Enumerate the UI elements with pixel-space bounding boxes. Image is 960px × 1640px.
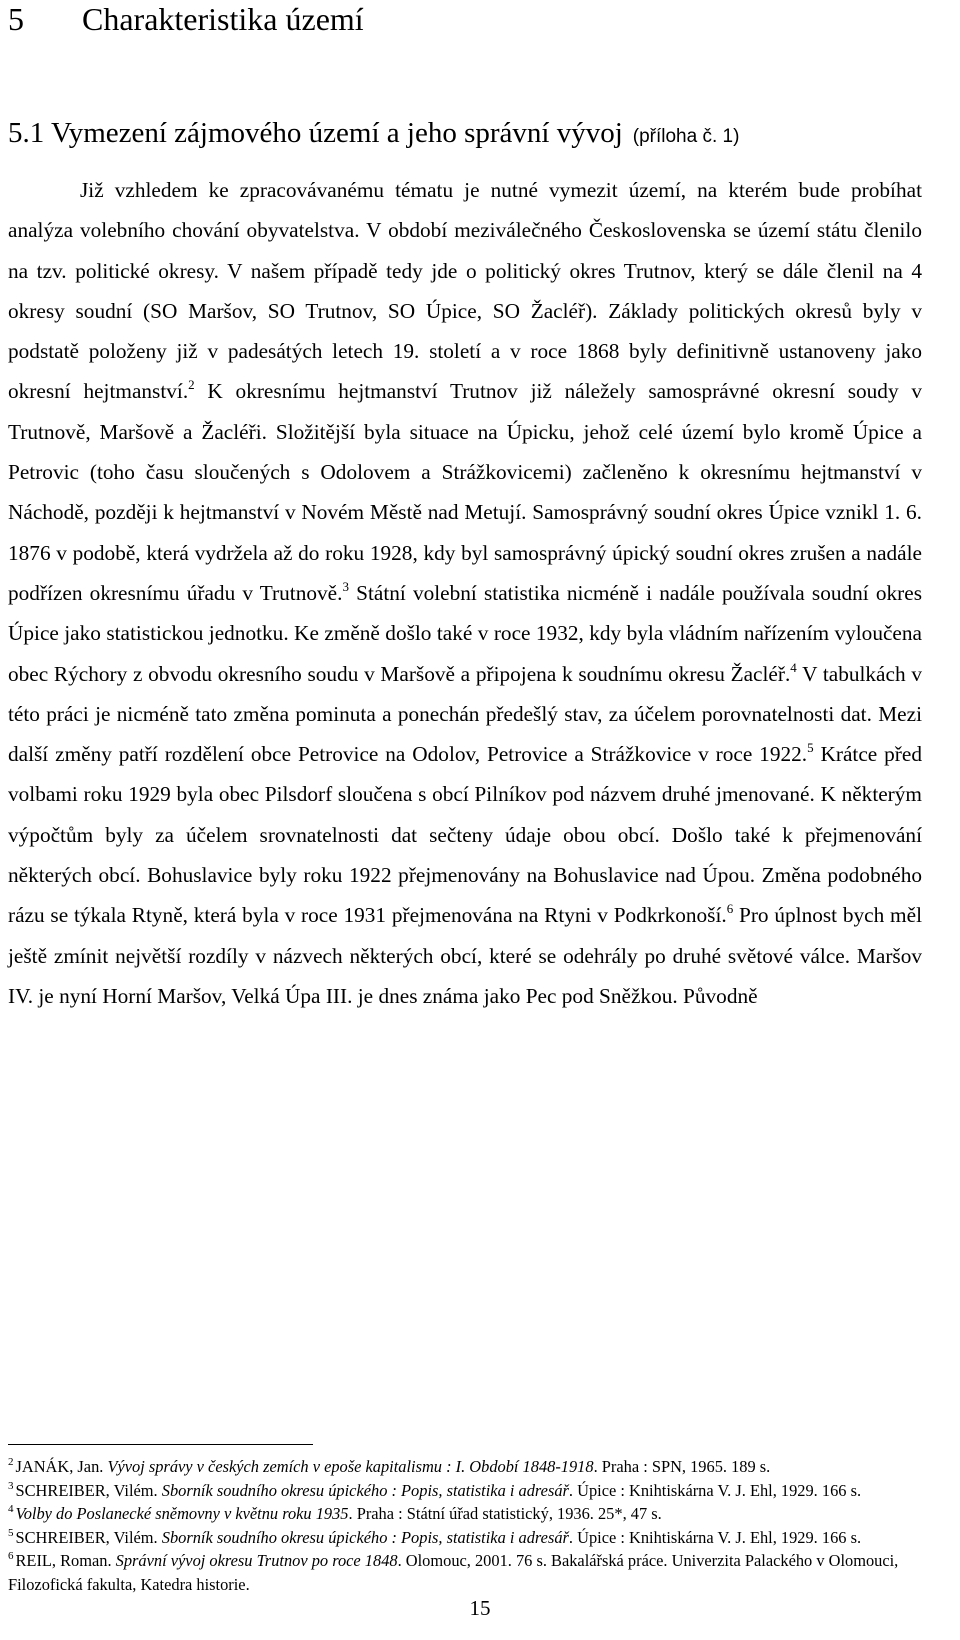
- chapter-title: Charakteristika území: [82, 1, 364, 37]
- footnote-6: [8, 1549, 922, 1596]
- footnote-title: Vývoj správy v českých zemích v epoše kapitalismu : I. Období 1848-1918: [107, 1457, 594, 1476]
- footnote-title: Volby do Poslanecké sněmovny v květnu roku 1935: [15, 1504, 349, 1523]
- footnote-separator: [8, 1444, 313, 1445]
- footnote-publication: . Praha : SPN, 1965. 189 s.: [593, 1457, 771, 1476]
- body-segment-6: Pro úplnost bych měl ještě zmínit největší rozdíly v názvech některých obcí, které se odehrály po druhé světové válce. Maršov IV. je nyní Horní Maršov, Velká Úpa III. je dnes známa jako Pec pod Sněžkou. Původně: [8, 903, 922, 1008]
- footnote-5: [8, 1526, 922, 1550]
- body-segment-2: K okresnímu hejtmanství Trutnov již náležely samosprávné okresní soudy v Trutnově, Maršově a Žacléři. Složitější byla situace na Úpicku, jehož celé území bylo kromě Úpice a Petrovic (toho času sloučených s Odolovem a Strážkovicemi) začleněno k okresnímu hejtmanství v Náchodě, později k hejtmanství v Novém Městě nad Metují. Samosprávný soudní okres Úpice vznikl 1. 6. 1876 v podobě, která vydržela až do roku 1928, kdy byl samosprávný úpický soudní okres zrušen a nadále podřízen okresnímu úřadu v Trutnově.: [8, 379, 922, 605]
- footnote-title: Správní vývoj okresu Trutnov po roce 1848: [115, 1551, 398, 1570]
- footnote-number: 6: [8, 1550, 14, 1562]
- footnote-author: SCHREIBER, Vilém.: [15, 1527, 162, 1547]
- footnote-number: 2: [8, 1456, 14, 1468]
- footnote-3: [8, 1479, 922, 1503]
- footnote-4: [8, 1502, 922, 1526]
- footnote-2: [8, 1455, 922, 1479]
- footnote-author: JANÁK, Jan.: [15, 1457, 108, 1476]
- footnote-marker-6[interactable]: 6: [726, 901, 734, 917]
- footnote-author: SCHREIBER, Vilém.: [15, 1480, 162, 1500]
- footnote-publication: . Úpice : Knihtiskárna V. J. Ehl, 1929. 166 s.: [568, 1480, 862, 1500]
- section-title: 5.1 Vymezení zájmového území a jeho správní vývoj: [8, 117, 623, 149]
- body-text: [8, 170, 922, 1016]
- footnote-number: 5: [8, 1526, 14, 1539]
- page-number: 15: [469, 1596, 491, 1620]
- body-segment-5: Krátce před volbami roku 1929 byla obec Pilsdorf sloučena s obcí Pilníkov pod názvem druhé jmenované. K některým výpočtům byly za účelem srovnatelnosti dat sečteny údaje obou obcí. Došlo také k přejmenování některých obcí. Bohuslavice byly roku 1922 přejmenovány na Bohuslavice nad Úpou. Změna podobného rázu se týkala Rtyně, která byla v roce 1931 přejmenována na Rtyni v Podkrkonoší.: [8, 742, 922, 928]
- footnote-marker-2[interactable]: 2: [188, 377, 195, 393]
- footnote-number: 3: [8, 1479, 14, 1492]
- footnote-publication: . Úpice : Knihtiskárna V. J. Ehl, 1929. 166 s.: [568, 1527, 862, 1547]
- section-heading: [8, 118, 739, 150]
- footnote-author: REIL, Roman.: [15, 1551, 116, 1570]
- body-segment-4: V tabulkách v této práci je nicméně tato změna pominuta a ponechán předešlý stav, za účelem porovnatelnosti dat. Mezi další změny patří rozdělení obce Petrovice na Odolov, Petrovice a Strážkovice v roce 1922.: [8, 661, 922, 767]
- footnote-marker-5[interactable]: 5: [807, 740, 814, 756]
- footnote-title: Sborník soudního okresu úpického : Popis, statistika i adresář: [161, 1480, 569, 1500]
- footnote-publication: . Olomouc, 2001. 76 s. Bakalářská práce. Univerzita Palackého v Olomouci, Filozofická fakulta, Katedra historie.: [8, 1551, 899, 1594]
- footnote-title: Sborník soudního okresu úpického : Popis, statistika i adresář: [161, 1527, 569, 1547]
- footnote-marker-4[interactable]: 4: [790, 659, 797, 675]
- footnote-marker-3[interactable]: 3: [342, 578, 349, 594]
- body-segment-1: Již vzhledem ke zpracovávanému tématu je nutné vymezit území, na kterém bude probíhat analýza volebního chování obyvatelstva. V období meziválečného Československa se území státu členilo na tzv. politické okresy. V našem případě tedy jde o politický okres Trutnov, který se dále členil na 4 okresy soudní (SO Maršov, SO Trutnov, SO Úpice, SO Žacléř). Základy politických okresů byly v podstatě položeny již v padesátých letech 19. století a v roce 1868 byly definitivně ustanoveny jako okresní hejtmanství.: [8, 178, 922, 404]
- appendix-reference: (příloha č. 1): [632, 126, 740, 147]
- footnotes: [8, 1455, 922, 1596]
- chapter-number: 5: [8, 1, 24, 37]
- footnote-publication: . Praha : Státní úřad statistický, 1936. 25*, 47 s.: [348, 1504, 662, 1523]
- chapter-heading: [8, 2, 364, 37]
- body-segment-3: Státní volební statistika nicméně i nadále používala soudní okres Úpice jako statistickou jednotku. Ke změně došlo také v roce 1932, kdy byla vládním nařízením vyloučena obec Rýchory z obvodu okresního soudu v Maršově a připojena k soudnímu okresu Žacléř.: [8, 580, 922, 686]
- footnote-number: 4: [8, 1503, 14, 1515]
